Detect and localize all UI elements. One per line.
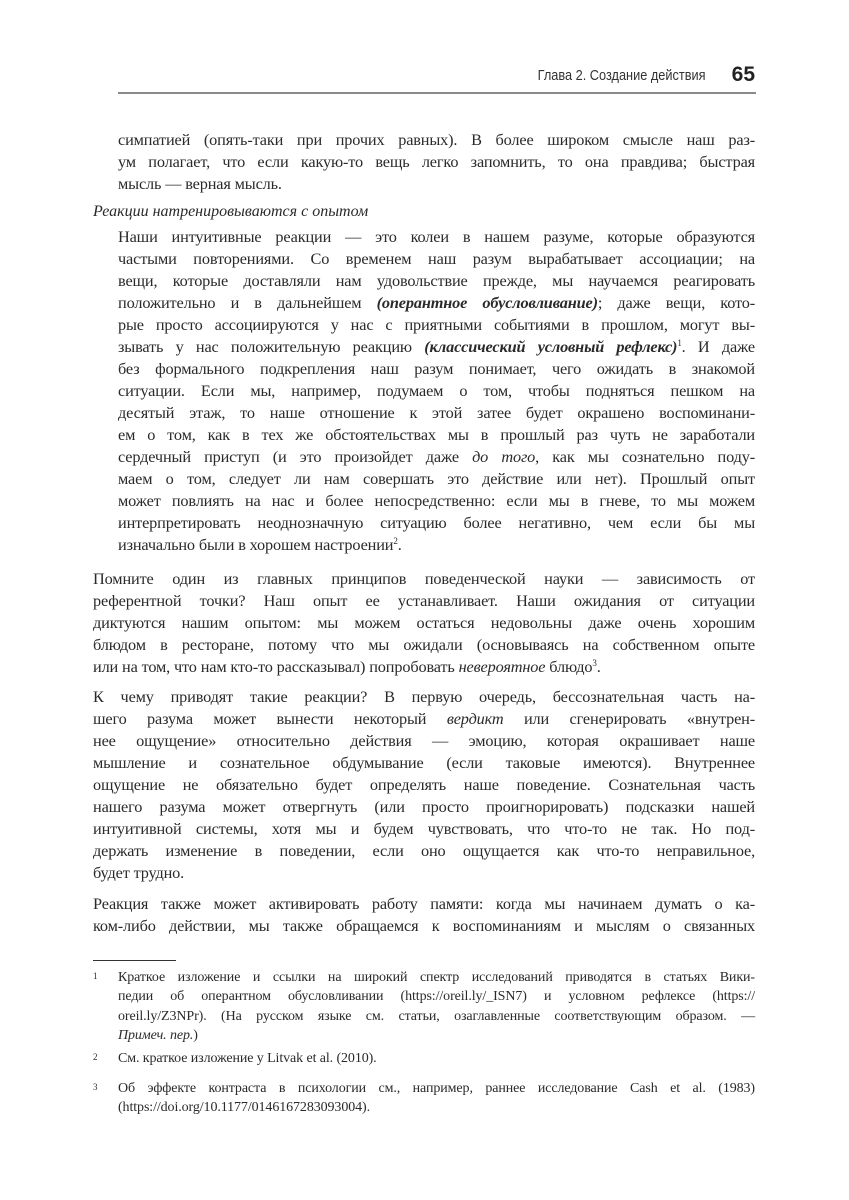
text-line: ком-либо действии, мы также обращаемся к воспоминаниям и мыслям о связанных <box>93 916 755 935</box>
text-line: вещи, которые доставляли нам удовольствие прежде, мы научаемся реагировать <box>118 271 755 290</box>
text-line: ситуации. Если мы, например, подумаем о том, чтобы подняться пешком на <box>118 381 755 400</box>
text-line: десятый этаж, то наше отношение к этой затее будет окрашено воспоминани- <box>118 403 755 422</box>
emphasis-term: (оперантное обусловливание) <box>376 293 598 312</box>
text-line: Примеч. пер.) <box>118 1027 198 1043</box>
text-line: ем о том, как в тех же обстоятельствах мы в прошлый раз чуть не заработали <box>118 425 755 444</box>
page-number: 65 <box>731 63 755 86</box>
text-line: К чему приводят такие реакции? В первую очередь, бессознательная часть на- <box>93 687 755 706</box>
footnote-number: 2 <box>93 1052 98 1062</box>
text-line: Об эффекте контраста в психологии см., например, раннее исследование Cash et al. (1983) <box>118 1081 755 1096</box>
text-line: ум полагает, что если какую-то вещь легко запомнить, то она правдива; быстрая <box>118 152 755 171</box>
text-line: Наши интуитивные реакции — это колеи в нашем разуме, которые образуются <box>118 227 755 246</box>
footnote <box>93 968 755 1045</box>
text-line: Помните один из главных принципов поведенческой науки — зависимость от <box>93 569 755 588</box>
text-line: шего разума может вынести некоторый вердикт или сгенерировать «внутрен- <box>93 709 755 728</box>
text-line: нашего разума может отвергнуть (или просто проигнорировать) подсказки нашей <box>93 797 755 816</box>
text-line: oreil.ly/Z3NPr). (На русском языке см. статьи, озаглавленные соответствующим образом. — <box>118 1008 755 1024</box>
text-line: референтной точки? Наш опыт ее устанавливает. Наши ожидания от ситуации <box>93 591 755 610</box>
text-line: интуитивной системы, хотя мы и будем чувствовать, что что-то не так. Но под- <box>93 819 755 838</box>
running-header <box>508 62 755 88</box>
text-line: может повлиять на нас и более непосредственно: если мы в гневе, то мы можем <box>118 491 755 510</box>
emphasis: до того <box>472 447 536 466</box>
paragraph <box>93 893 755 937</box>
text-line: зывать у нас положительную реакцию (классический условный рефлекс)$^1$. И даже <box>118 337 755 356</box>
chapter-title: Глава 2. Создание действия <box>537 66 706 84</box>
text-line: диктуются нашим опытом: мы можем остаться недовольны даже очень хорошим <box>93 613 755 632</box>
emphasis: невероятное <box>458 657 546 676</box>
footnote <box>93 1079 755 1118</box>
paragraph <box>118 129 755 195</box>
text-line: ощущение не обязательно будет определять наше поведение. Сознательная часть <box>93 775 755 794</box>
emphasis-term: (классический условный рефлекс) <box>424 337 678 356</box>
text-line: будет трудно. <box>93 863 185 882</box>
text-line: мысль — верная мысль. <box>118 174 282 193</box>
text-line: интерпретировать неоднозначную ситуацию более негативно, чем если бы мы <box>118 513 755 532</box>
text-line: частыми повторениями. Со временем наш разум вырабатывает ассоциации; на <box>118 249 755 268</box>
section-heading: Реакции натренировываются с опытом <box>93 203 369 220</box>
paragraph <box>93 686 755 884</box>
text-line: держать изменение в поведении, если оно ощущается как что-то неправильное, <box>93 841 755 860</box>
text-line: (https://doi.org/10.1177/0146167283093004). <box>118 1100 370 1116</box>
text-line: положительно и в дальнейшем (оперантное обусловливание); даже вещи, кото- <box>118 293 756 312</box>
text-line: Краткое изложение и ссылки на широкий спектр исследований приводятся в статьях Вики- <box>118 970 755 985</box>
text-line: без формального подкрепления наш разум понимает, чего ожидать в знакомой <box>118 359 755 378</box>
text-line: симпатией (опять-таки при прочих равных). В более широком смысле наш раз- <box>118 130 755 149</box>
footnote <box>93 1049 755 1068</box>
text-line: блюдом в ресторане, потому что мы ожидали (основываясь на собственном опыте <box>93 635 755 654</box>
paragraph <box>93 568 755 678</box>
footnote-ref[interactable]: 1 <box>677 338 682 348</box>
emphasis: Примеч. пер. <box>118 1027 194 1043</box>
text-line: нее ощущение» относительно действия — эмоцию, которая окрашивает наше <box>93 731 755 750</box>
text-line: рые просто ассоциируются у нас с приятными событиями в прошлом, могут вы- <box>118 315 755 334</box>
emphasis: вердикт <box>446 709 504 728</box>
footnote-number: 1 <box>93 971 98 981</box>
paragraph <box>118 226 755 556</box>
footnote-number: 3 <box>93 1082 98 1092</box>
text-line: сердечный приступ (и это произойдет даже до того, как мы сознательно поду- <box>118 447 755 466</box>
text-line: См. краткое изложение у Litvak et al. (2010). <box>118 1051 377 1066</box>
text-line: Реакция также может активировать работу памяти: когда мы начинаем думать о ка- <box>93 894 755 913</box>
text-line: педии об оперантном обусловливании (https://oreil.ly/_ISN7) и условном рефлексе (https:// <box>118 989 755 1005</box>
text-line: маем о том, следует ли нам совершать это действие или нет). Прошлый опыт <box>118 469 755 488</box>
text-line: или на том, что нам кто-то рассказывал) попробовать невероятное блюдо$^3$. <box>93 657 601 676</box>
header-rule <box>118 92 756 94</box>
footnote-ref[interactable]: 3 <box>592 658 597 668</box>
footnote-ref[interactable]: 2 <box>393 536 398 546</box>
footnote-rule <box>93 960 176 961</box>
text-line: мышление и сознательное обдумывание (если таковые имеются). Внутреннее <box>93 753 755 772</box>
text-line: изначально были в хорошем настроении$^2$. <box>118 535 402 554</box>
